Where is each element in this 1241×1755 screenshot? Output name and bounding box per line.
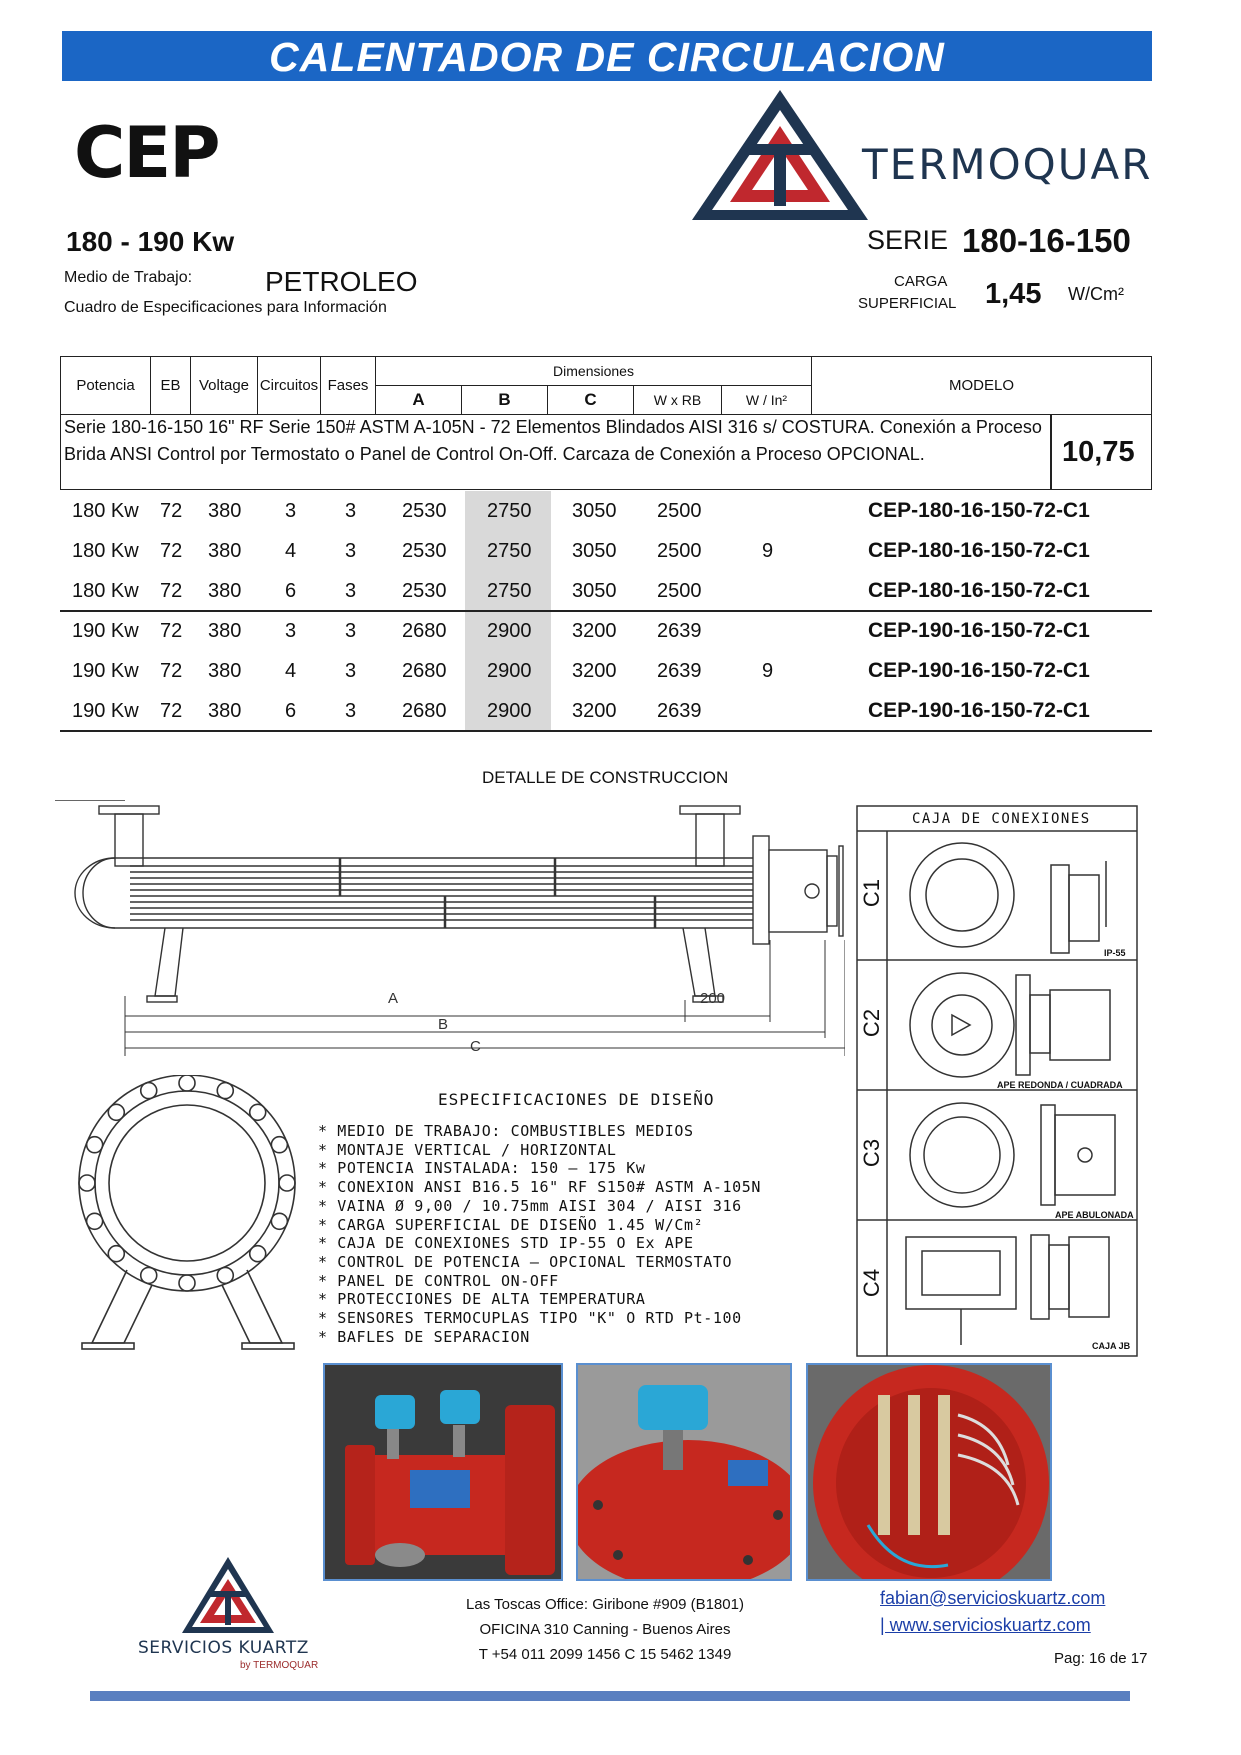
cell-a: 2680 [402,660,447,682]
cell-eb: 72 [160,500,183,522]
cell-b: 2900 [487,620,532,642]
heater-side-drawing [55,800,845,1070]
col-potencia: Potencia [61,357,151,415]
spec-item [318,1328,761,1347]
photo-heater-3 [806,1363,1052,1581]
dimension-b-label: B [438,1016,449,1033]
cell-fases: 3 [345,580,357,602]
footer-links [880,1585,1105,1639]
address-line-3: T +54 011 2099 1456 C 15 5462 1349 [478,1646,732,1663]
cell-potencia: 190 Kw [72,700,139,722]
cell-c: 3050 [572,580,617,602]
bolt-icon [250,1246,266,1262]
page-title: CALENTADOR DE CIRCULACION [62,31,1152,81]
superficial-label: SUPERFICIAL [858,295,957,312]
col-a: A [376,386,462,415]
bullet-icon: * [318,1159,338,1178]
col-circuitos: Circuitos [258,357,321,415]
cell-wxrb: 2500 [657,540,702,562]
c3-label: C3 [859,1138,885,1168]
brand-name: TERMOQUAR [862,140,1153,189]
cell-wxrb: 2639 [657,620,702,642]
spec-item-text: CARGA SUPERFICIAL DE DISEÑO 1.45 W/Cm² [337,1215,704,1234]
cell-a: 2680 [402,620,447,642]
bullet-icon: * [318,1252,338,1271]
col-fases: Fases [321,357,376,415]
cell-modelo: CEP-190-16-150-72-C1 [868,699,1090,722]
cell-wxrb: 2500 [657,500,702,522]
spec-item [318,1141,761,1160]
col-voltage: Voltage [191,357,258,415]
bolt-icon [108,1104,124,1120]
cell-circuitos: 3 [285,500,297,522]
spec-item-text: POTENCIA INSTALADA: 150 – 175 Kw [337,1159,646,1178]
cell-potencia: 190 Kw [72,660,139,682]
description-divider [1050,414,1052,490]
medio-value: PETROLEO [265,266,418,297]
spec-item [318,1216,761,1235]
bolt-icon [87,1137,103,1153]
cell-voltage: 380 [208,580,242,602]
spec-item [318,1290,761,1309]
cell-potencia: 180 Kw [72,500,139,522]
serie-value: 180-16-150 [962,222,1131,259]
footer-brand-by: by TERMOQUAR [240,1660,319,1671]
group-divider [60,610,1152,612]
cell-eb: 72 [160,700,183,722]
page-number: Pag: 16 de 17 [1054,1650,1148,1667]
servicios-kuartz-logo-icon [180,1555,276,1635]
cell-wxrb: 2639 [657,700,702,722]
cell-potencia: 180 Kw [72,580,139,602]
cell-eb: 72 [160,580,183,602]
cell-wxrb: 2500 [657,580,702,602]
c2-note: APE REDONDA / CUADRADA [997,1080,1123,1090]
bolt-icon [217,1083,233,1099]
cell-c: 3200 [572,620,617,642]
photo-heater-1 [323,1363,563,1581]
bolt-icon [87,1213,103,1229]
caja-title: CAJA DE CONEXIONES [912,811,1091,827]
table-bottom-line [60,730,1152,732]
cell-a: 2680 [402,700,447,722]
bolt-icon [141,1083,157,1099]
table-row [60,611,1152,651]
table-row [60,531,1152,571]
cell-circuitos: 4 [285,540,297,562]
cell-c: 3050 [572,500,617,522]
bullet-icon: * [318,1122,338,1140]
spec-item-text: CAJA DE CONEXIONES STD IP-55 O Ex APE [337,1234,694,1253]
description-value: 10,75 [1062,436,1135,468]
bullet-icon: * [318,1178,338,1197]
table-row [60,651,1152,691]
c4-label: C4 [859,1268,885,1298]
series-description: Serie 180-16-150 16" RF Serie 150# ASTM A-105N - 72 Elementos Blindados AISI 316 s/ COSTURA. Conexión a Proceso Brida ANSI Control por Termostato o Panel de Control On-Off. Carcaza de Conexión a Proceso OPCIONAL. [64,417,1042,464]
cell-circuitos: 6 [285,580,297,602]
bullet-icon: * [318,1271,338,1290]
cell-b: 2750 [487,580,532,602]
medio-label: Medio de Trabajo: [64,269,193,286]
dimension-c-label: C [470,1038,481,1055]
bolt-icon [217,1267,233,1283]
cell-circuitos: 3 [285,620,297,642]
cell-a: 2530 [402,540,447,562]
bottom-bar [90,1691,1130,1701]
spec-item-text: BAFLES DE SEPARACION [337,1327,530,1346]
col-win2: W / In² [722,386,812,415]
footer-address [460,1592,750,1667]
cell-voltage: 380 [208,500,242,522]
cell-a: 2530 [402,580,447,602]
bullet-icon: * [318,1140,338,1159]
dimension-a-label: A [388,990,399,1007]
cell-modelo: CEP-190-16-150-72-C1 [868,659,1090,682]
spec-table-header [60,356,1152,415]
cell-fases: 3 [345,500,357,522]
spec-item-text: PROTECCIONES DE ALTA TEMPERATURA [337,1290,646,1309]
c2-label: C2 [859,1008,885,1038]
cell-circuitos: 6 [285,700,297,722]
cell-b: 2900 [487,700,532,722]
carga-unit: W/Cm² [1068,284,1124,304]
bolt-icon [250,1104,266,1120]
cell-fases: 3 [345,540,357,562]
bolt-icon [279,1175,295,1191]
bolt-icon [271,1213,287,1229]
flange-end-view [72,1075,312,1355]
spec-item-text: CONEXION ANSI B16.5 16" RF S150# ASTM A-105N [337,1178,762,1197]
bolt-icon [179,1275,195,1291]
spec-item-text: CONTROL DE POTENCIA – OPCIONAL TERMOSTATO [337,1252,733,1271]
cell-modelo: CEP-180-16-150-72-C1 [868,539,1090,562]
cell-eb: 72 [160,540,183,562]
address-line-1: Las Toscas Office: Giribone #909 (B1801) [466,1596,744,1613]
bolt-icon [141,1267,157,1283]
bolt-icon [271,1137,287,1153]
cell-circuitos: 4 [285,660,297,682]
bullet-icon: * [318,1215,338,1234]
col-c: C [548,386,634,415]
power-range: 180 - 190 Kw [66,226,235,257]
bolt-icon [108,1246,124,1262]
table-row [60,571,1152,611]
cell-fases: 3 [345,660,357,682]
bullet-icon: * [318,1196,338,1215]
termoquar-logo-icon [690,88,870,223]
spec-item [318,1197,761,1216]
spec-item-text: MONTAJE VERTICAL / HORIZONTAL [337,1140,617,1159]
bullet-icon: * [318,1290,338,1309]
table-row [60,691,1152,731]
cell-b: 2750 [487,540,532,562]
col-dimensiones: Dimensiones [376,357,812,386]
cell-c: 3050 [572,540,617,562]
spec-item [318,1309,761,1328]
spec-item-text: SENSORES TERMOCUPLAS TIPO "K" O RTD Pt-100 [337,1309,742,1328]
bullet-icon: * [318,1309,338,1328]
cell-fases: 3 [345,620,357,642]
cell-wxrb: 2639 [657,660,702,682]
model-code: CEP [74,112,219,194]
spec-item [318,1178,761,1197]
cell-b: 2900 [487,660,532,682]
spec-item-text: VAINA Ø 9,00 / 10.75mm AISI 304 / AISI 316 [337,1196,742,1215]
c1-label: C1 [859,878,885,908]
specs-title: ESPECIFICACIONES DE DISEÑO [438,1090,715,1109]
cell-win2: 9 [762,540,774,562]
col-wxrb: W x RB [634,386,722,415]
specs-list [318,1122,761,1346]
col-eb: EB [151,357,191,415]
bolt-icon [179,1075,195,1091]
dimension-200-label: 200 [700,990,726,1007]
footer-brand: SERVICIOS KUARTZ [138,1638,309,1658]
cell-modelo: CEP-180-16-150-72-C1 [868,499,1090,522]
cell-modelo: CEP-180-16-150-72-C1 [868,579,1090,602]
website-link[interactable]: | www.servicioskuartz.com [880,1615,1091,1635]
cell-voltage: 380 [208,620,242,642]
table-row [60,491,1152,531]
col-b: B [462,386,548,415]
spec-item [318,1122,761,1141]
bullet-icon: * [318,1234,338,1253]
carga-label: CARGA [894,273,948,290]
col-modelo: MODELO [812,357,1152,415]
spec-item [318,1234,761,1253]
cell-b: 2750 [487,500,532,522]
cell-modelo: CEP-190-16-150-72-C1 [868,619,1090,642]
spec-item [318,1159,761,1178]
cell-potencia: 180 Kw [72,540,139,562]
cell-voltage: 380 [208,700,242,722]
cell-eb: 72 [160,620,183,642]
cuadro-label: Cuadro de Especificaciones para Información [64,299,387,316]
cell-voltage: 380 [208,540,242,562]
cell-win2: 9 [762,660,774,682]
bolt-icon [79,1175,95,1191]
cell-a: 2530 [402,500,447,522]
spec-item-text: MEDIO DE TRABAJO: COMBUSTIBLES MEDIOS [337,1122,694,1140]
address-line-2: OFICINA 310 Canning - Buenos Aires [479,1621,731,1638]
cell-potencia: 190 Kw [72,620,139,642]
serie-label: SERIE [867,225,949,255]
c1-note: IP-55 [1104,948,1126,958]
bullet-icon: * [318,1327,338,1346]
spec-item [318,1272,761,1291]
c4-note: CAJA JB [1092,1341,1131,1351]
carga-value: 1,45 [985,278,1042,310]
spec-item-text: PANEL DE CONTROL ON-OFF [337,1271,559,1290]
drawing-title: DETALLE DE CONSTRUCCION [482,768,729,787]
spec-item [318,1253,761,1272]
c3-note: APE ABULONADA [1055,1210,1134,1220]
email-link[interactable]: fabian@servicioskuartz.com [880,1588,1106,1608]
cell-c: 3200 [572,660,617,682]
photo-heater-2 [576,1363,792,1581]
cell-voltage: 380 [208,660,242,682]
cell-eb: 72 [160,660,183,682]
cell-c: 3200 [572,700,617,722]
cell-fases: 3 [345,700,357,722]
